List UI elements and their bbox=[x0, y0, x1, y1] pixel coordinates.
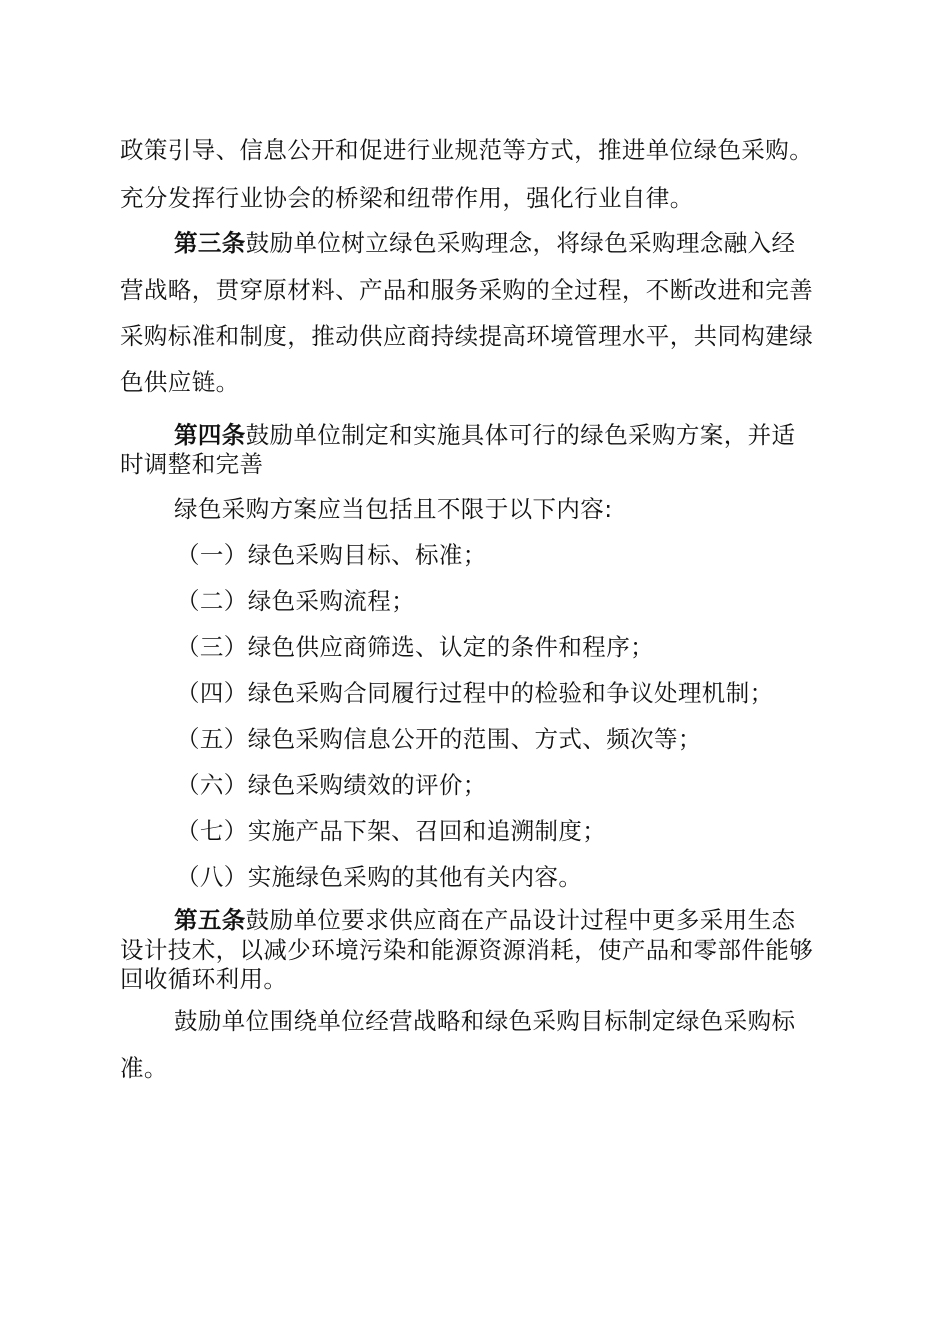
list-intro: 绿色采购方案应当包括且不限于以下内容: bbox=[174, 495, 613, 523]
paragraph-line: 设计技术，以减少环境污染和能源资源消耗，使产品和零部件能够 bbox=[120, 936, 814, 964]
article-heading: 第五条 bbox=[174, 906, 246, 934]
paragraph-line: 色供应链。 bbox=[120, 368, 240, 396]
article-text: 鼓励单位树立绿色采购理念，将绿色采购理念融入经 bbox=[245, 229, 796, 257]
paragraph-line: 时调整和完善 bbox=[120, 450, 264, 478]
list-item: （三）绿色供应商筛选、认定的条件和程序； bbox=[176, 633, 654, 661]
list-item: （五）绿色采购信息公开的范围、方式、频次等； bbox=[176, 725, 702, 753]
paragraph-line: 充分发挥行业协会的桥梁和纽带作用，强化行业自律。 bbox=[120, 184, 694, 212]
article-heading: 第三条 bbox=[174, 229, 246, 257]
article-4-line bbox=[174, 420, 894, 450]
paragraph-line: 营战略，贯穿原材料、产品和服务采购的全过程，不断改进和完善 bbox=[120, 276, 814, 304]
article-heading: 第四条 bbox=[174, 421, 246, 449]
list-item: （一）绿色采购目标、标准； bbox=[176, 541, 487, 569]
article-5-line bbox=[174, 905, 894, 935]
article-text: 鼓励单位要求供应商在产品设计过程中更多采用生态 bbox=[245, 906, 796, 934]
list-item: （二）绿色采购流程； bbox=[176, 587, 415, 615]
list-item: （四）绿色采购合同履行过程中的检验和争议处理机制； bbox=[176, 679, 774, 707]
article-3-line bbox=[174, 228, 894, 258]
list-item: （六）绿色采购绩效的评价； bbox=[176, 771, 487, 799]
list-item: （八）实施绿色采购的其他有关内容。 bbox=[176, 863, 583, 891]
article-text: 鼓励单位制定和实施具体可行的绿色采购方案，并适 bbox=[245, 421, 796, 449]
paragraph-line: 政策引导、信息公开和促进行业规范等方式，推进单位绿色采购。 bbox=[120, 136, 814, 164]
paragraph-line: 鼓励单位围绕单位经营战略和绿色采购目标制定绿色采购标 bbox=[174, 1007, 796, 1035]
paragraph-line: 采购标准和制度，推动供应商持续提高环境管理水平，共同构建绿 bbox=[120, 322, 814, 350]
paragraph-line: 回收循环利用。 bbox=[120, 965, 288, 993]
paragraph-line: 准。 bbox=[120, 1054, 168, 1082]
list-item: （七）实施产品下架、召回和追溯制度； bbox=[176, 817, 607, 845]
